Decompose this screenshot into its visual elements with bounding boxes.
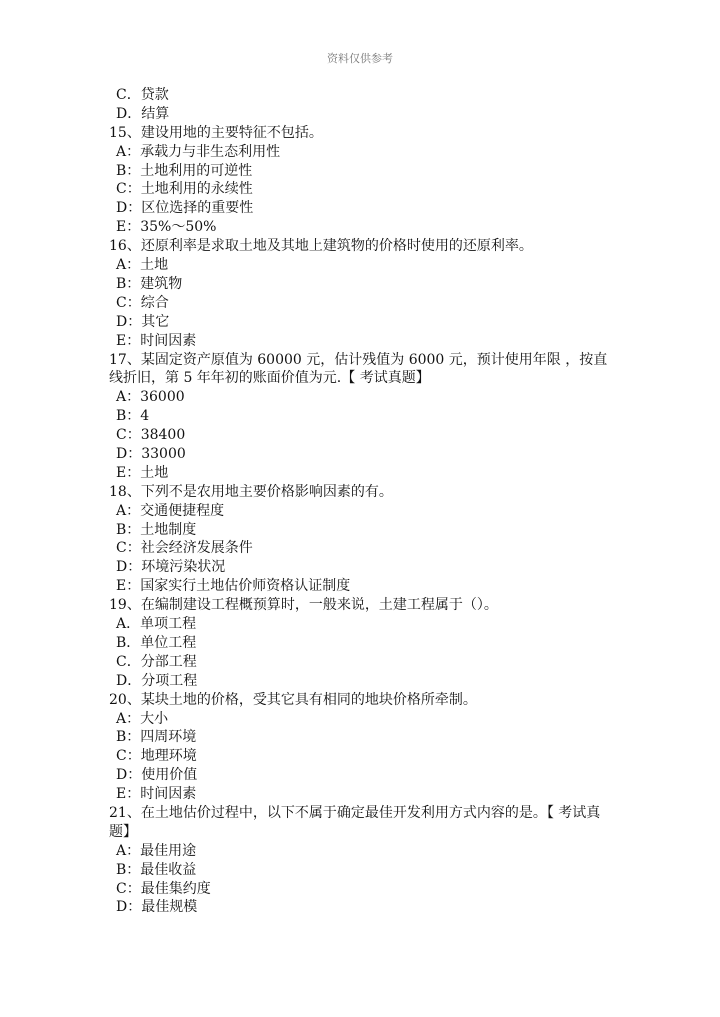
option: E：35%～50% — [116, 219, 217, 236]
question-18: 18、下列不是农用地主要价格影响因素的有。 — [109, 483, 393, 500]
option: C：综合 — [116, 294, 169, 311]
option: D：最佳规模 — [116, 899, 198, 916]
option: A：大小 — [116, 710, 169, 727]
option: D：其它 — [116, 313, 170, 330]
question-15: 15、建设用地的主要特征不包括。 — [109, 124, 323, 141]
question-17: 17、某固定资产原值为 60000 元，估计残值为 6000 元，预计使用年限 ，按直线折旧，第 5 年年初的账面价值为元.【 考试真题】 — [109, 351, 608, 387]
document-body — [109, 86, 614, 917]
option: E：时间因素 — [116, 786, 197, 803]
option: C：最佳集约度 — [116, 880, 211, 897]
question-20: 20、某块土地的价格，受其它具有相同的地块价格所牵制。 — [109, 691, 477, 708]
option: A．单项工程 — [116, 616, 197, 633]
option: B：4 — [116, 408, 150, 425]
option: B：土地利用的可逆性 — [116, 162, 253, 179]
option: E：土地 — [116, 464, 169, 481]
option: D．分项工程 — [116, 672, 198, 689]
option: E：国家实行土地估价师资格认证制度 — [116, 578, 351, 595]
option: A：36000 — [116, 389, 185, 406]
option: C：社会经济发展条件 — [116, 540, 253, 557]
option: D：区位选择的重要性 — [116, 200, 254, 217]
option: A：交通便捷程度 — [116, 502, 225, 519]
option: B：土地制度 — [116, 521, 197, 538]
question-19: 19、在编制建设工程概预算时，一般来说，土建工程属于（）。 — [109, 597, 498, 614]
option: B．单位工程 — [116, 634, 197, 651]
option: B：四周环境 — [116, 729, 197, 746]
page-header: 资料仅供参考 — [327, 52, 393, 65]
option: A：最佳用途 — [116, 842, 197, 859]
option: D：环境污染状况 — [116, 559, 226, 576]
option: A：土地 — [116, 257, 169, 274]
option: C．分部工程 — [116, 653, 197, 670]
option: B：最佳收益 — [116, 861, 197, 878]
option: C：土地利用的永续性 — [116, 181, 253, 198]
option: D：33000 — [116, 445, 186, 462]
option: D：使用价值 — [116, 767, 198, 784]
question-21: 21、在土地估价过程中，以下不属于确定最佳开发利用方式内容的是。【 考试真题】 — [109, 804, 601, 840]
option-prev-d: D．结算 — [116, 105, 170, 122]
question-16: 16、还原利率是求取土地及其地上建筑物的价格时使用的还原利率。 — [109, 238, 533, 255]
option: C：38400 — [116, 427, 186, 444]
option: A：承载力与非生态利用性 — [116, 143, 281, 160]
option: C：地理环境 — [116, 748, 197, 765]
option-prev-c: C．贷款 — [116, 87, 169, 103]
option: B：建筑物 — [116, 275, 183, 292]
option: E：时间因素 — [116, 332, 197, 349]
